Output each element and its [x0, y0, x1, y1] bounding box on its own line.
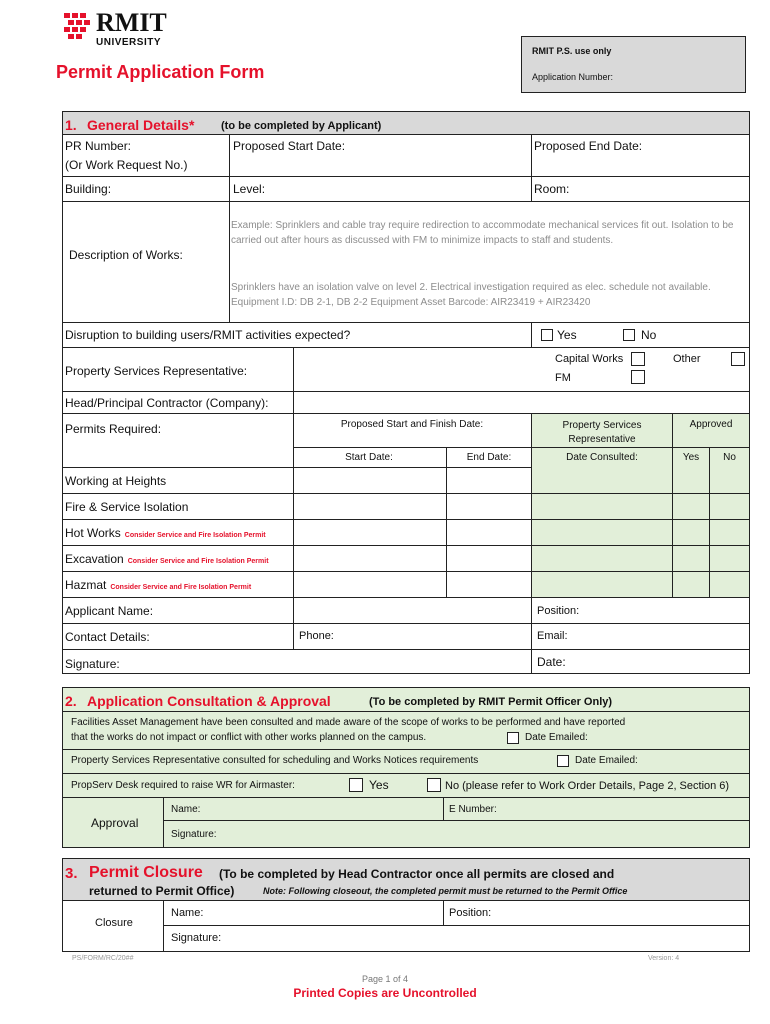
- section1-subtitle: (to be completed by Applicant): [221, 120, 382, 132]
- permit-excavation-note: Consider Service and Fire Isolation Permit: [127, 558, 269, 565]
- description-label: Description of Works:: [69, 248, 183, 262]
- closure-signature-label[interactable]: Signature:: [171, 932, 222, 944]
- section3: [62, 858, 750, 952]
- permit-name: [65, 578, 251, 592]
- permits-required-label: Permits Required:: [65, 422, 162, 436]
- permit-fire-service-isolation: Fire & Service Isolation: [65, 500, 189, 514]
- proposed-end-label[interactable]: Proposed End Date:: [534, 139, 643, 153]
- level-label[interactable]: Level:: [233, 182, 266, 196]
- disruption-yes-label: Yes: [557, 328, 577, 342]
- head-contractor-label: Head/Principal Contractor (Company):: [65, 396, 269, 410]
- footer-form-code: PS/FORM/RC/20##: [72, 955, 134, 962]
- section2: [62, 687, 750, 848]
- section3-subtitle-1: (To be completed by Head Contractor once all permits are closed and: [219, 867, 615, 881]
- building-label[interactable]: Building:: [65, 182, 112, 196]
- date-label[interactable]: Date:: [537, 655, 566, 669]
- section3-number: 3.: [65, 865, 78, 882]
- other-label: Other: [673, 353, 701, 365]
- section2-subtitle: (To be completed by RMIT Permit Officer Only): [369, 696, 613, 708]
- section3-subtitle-2: returned to Permit Office): [89, 884, 235, 898]
- fm-checkbox[interactable]: [631, 370, 645, 384]
- closure-name-label[interactable]: Name:: [171, 907, 204, 919]
- pr-number-label: PR Number:: [65, 139, 132, 153]
- logo-name: RMIT: [96, 8, 167, 37]
- contact-details-label: Contact Details:: [65, 630, 150, 644]
- permit-hot-works-note: Consider Service and Fire Isolation Permit: [124, 532, 266, 539]
- section1-title: General Details*: [87, 117, 195, 133]
- office-use-title: RMIT P.S. use only: [532, 46, 612, 56]
- table-row: [63, 572, 749, 598]
- ps-consulted-checkbox[interactable]: [557, 755, 569, 767]
- logo-sub: UNIVERSITY: [96, 37, 162, 48]
- description-hint-1[interactable]: Example: Sprinklers and cable tray require redirection to accommodate mechanical services fit out. Isolation to be carried out after hours as discussed with FM to minimize impacts to staff and students.: [231, 220, 734, 246]
- row-permits-header: [63, 414, 749, 468]
- permit-name: [65, 552, 269, 566]
- permit-working-at-heights: Working at Heights: [65, 474, 167, 488]
- proposed-start-finish-label: Proposed Start and Finish Date:: [340, 419, 484, 430]
- closure-label: Closure: [95, 917, 133, 929]
- footer-page: Page 1 of 4: [361, 974, 409, 984]
- row-approval: [63, 798, 749, 847]
- fam-text-2: that the works do not impact or conflict with other works planned on the campus.: [71, 732, 427, 743]
- section1-number: 1.: [65, 117, 77, 133]
- row-closure: [63, 901, 749, 951]
- row-head-contractor: [63, 392, 749, 414]
- approval-e-number-label[interactable]: E Number:: [449, 804, 497, 815]
- propserv-no-label: No (please refer to Work Order Details, Page 2, Section 6): [445, 780, 730, 792]
- room-label[interactable]: Room:: [534, 182, 570, 196]
- row-disruption: [63, 323, 749, 348]
- ps-consulted-text: Property Services Representative consulted for scheduling and Works Notices requirements: [71, 755, 479, 766]
- form-title: Permit Application Form: [56, 62, 265, 82]
- disruption-yes-checkbox[interactable]: [541, 329, 553, 341]
- section2-title: Application Consultation & Approval: [87, 693, 331, 709]
- approval-label: Approval: [91, 816, 139, 830]
- section2-number: 2.: [65, 693, 77, 709]
- capital-works-label: Capital Works: [555, 353, 624, 365]
- section2-header: [63, 688, 749, 712]
- position-label[interactable]: Position:: [537, 605, 580, 617]
- row-propserv: [63, 774, 749, 798]
- footer-uncontrolled: Printed Copies are Uncontrolled: [293, 986, 477, 1000]
- fm-label: FM: [555, 372, 571, 384]
- row-description: [63, 202, 749, 323]
- section1-header: [63, 112, 749, 135]
- disruption-no-checkbox[interactable]: [623, 329, 635, 341]
- phone-label[interactable]: Phone:: [299, 630, 334, 642]
- footer-version: Version: 4: [648, 955, 680, 962]
- description-hint-2[interactable]: Sprinklers have an isolation valve on level 2. Electrical investigation required as elec. schedule not available. Equipment I.D: DB 2-1, DB 2-2 Equipment Asset Barcode: AIR23419 + AIR23420: [231, 282, 711, 308]
- permit-hot-works: Hot Works: [65, 526, 121, 540]
- approved-yes-header: Yes: [682, 452, 700, 463]
- office-use-box: [521, 36, 746, 93]
- propserv-yes-checkbox[interactable]: [349, 778, 363, 792]
- rmit-logo: [62, 10, 182, 50]
- table-row: [63, 468, 749, 494]
- fam-date-checkbox[interactable]: [507, 732, 519, 744]
- fam-text-1: Facilities Asset Management have been consulted and made aware of the scope of works to be performed and have reported: [71, 717, 626, 728]
- row-ps-consulted: [63, 750, 749, 774]
- section3-note: Note: Following closeout, the completed permit must be returned to the Permit Office: [263, 886, 628, 896]
- section3-title: Permit Closure: [89, 864, 203, 881]
- propserv-yes-label: Yes: [369, 778, 389, 792]
- approved-header: Approved: [689, 419, 733, 430]
- work-request-label: (Or Work Request No.): [65, 158, 188, 172]
- propserv-desk-text: PropServ Desk required to raise WR for Airmaster:: [71, 780, 295, 791]
- date-consulted-header: Date Consulted:: [566, 452, 638, 463]
- permit-hazmat: Hazmat: [65, 578, 107, 592]
- rmit-logo-icon: [62, 13, 92, 39]
- signature-label[interactable]: Signature:: [65, 657, 120, 671]
- row-ps-rep: [63, 348, 749, 392]
- other-checkbox[interactable]: [731, 352, 745, 366]
- permit-name: [65, 474, 166, 488]
- disruption-label: Disruption to building users/RMIT activities expected?: [65, 328, 351, 342]
- applicant-name-label[interactable]: Applicant Name:: [65, 604, 154, 618]
- approval-name-label[interactable]: Name:: [171, 804, 201, 815]
- permit-rows: [63, 468, 749, 598]
- email-label[interactable]: Email:: [537, 630, 568, 642]
- closure-position-label[interactable]: Position:: [449, 907, 492, 919]
- capital-works-checkbox[interactable]: [631, 352, 645, 366]
- permit-name: [65, 500, 188, 514]
- row-pr: [63, 135, 749, 177]
- start-date-header: Start Date:: [345, 452, 393, 463]
- approval-signature-label[interactable]: Signature:: [171, 829, 217, 840]
- row-contact: [63, 624, 749, 650]
- disruption-no-label: No: [641, 328, 657, 342]
- table-row: [63, 494, 749, 520]
- table-row: [63, 546, 749, 572]
- table-row: [63, 520, 749, 546]
- row-signature: [63, 650, 749, 674]
- ps-date-emailed: Date Emailed:: [575, 755, 638, 766]
- permit-excavation: Excavation: [65, 552, 124, 566]
- ps-rep-label: Property Services Representative:: [65, 364, 248, 378]
- end-date-header: End Date:: [466, 452, 512, 463]
- row-building: [63, 177, 749, 202]
- ps-representative-header: Property Services Representative: [562, 420, 642, 445]
- section1: [62, 111, 750, 674]
- section3-header: [63, 859, 749, 901]
- proposed-start-label[interactable]: Proposed Start Date:: [233, 139, 346, 153]
- application-number-label: Application Number:: [532, 72, 614, 82]
- approved-no-header: No: [723, 452, 736, 463]
- propserv-no-checkbox[interactable]: [427, 778, 441, 792]
- row-applicant: [63, 598, 749, 624]
- permit-hazmat-note: Consider Service and Fire Isolation Permit: [110, 584, 252, 591]
- fam-date-emailed: Date Emailed:: [525, 732, 588, 743]
- row-fam: [63, 712, 749, 750]
- permit-name: [65, 526, 266, 540]
